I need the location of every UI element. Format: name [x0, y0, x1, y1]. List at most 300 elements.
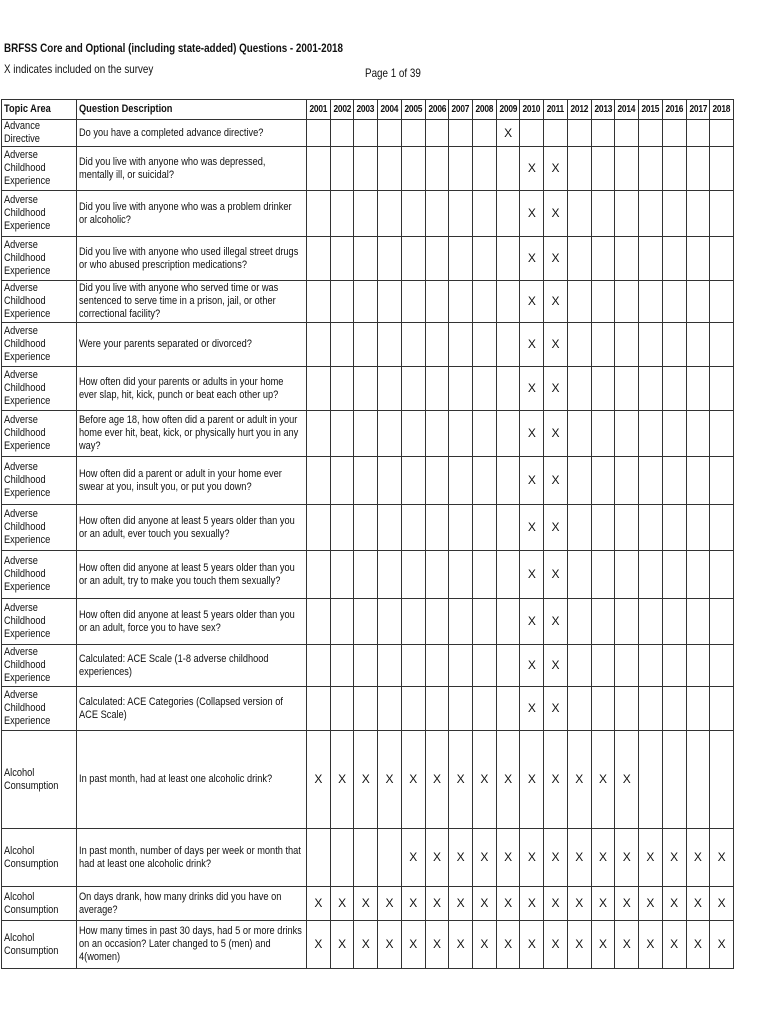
year-mark-cell: [496, 411, 520, 457]
year-mark-cell: [496, 687, 520, 731]
year-mark-cell: [307, 281, 331, 323]
year-mark-cell: [307, 367, 331, 411]
year-mark-cell: X: [330, 921, 354, 969]
year-mark-cell: [449, 281, 473, 323]
year-mark-cell: [354, 505, 378, 551]
year-mark-cell: [710, 457, 734, 505]
year-mark-cell: X: [615, 731, 639, 829]
year-mark-cell: [378, 829, 402, 887]
year-mark-cell: [710, 551, 734, 599]
year-mark-cell: [639, 281, 663, 323]
year-mark-cell: [378, 147, 402, 191]
year-mark-cell: X: [520, 505, 544, 551]
year-mark-cell: X: [449, 829, 473, 887]
year-mark-cell: [567, 120, 591, 147]
year-mark-cell: [567, 147, 591, 191]
column-header-topic: Topic Area: [2, 100, 77, 120]
year-mark-cell: X: [544, 645, 568, 687]
topic-cell: Alcohol Consumption: [2, 887, 77, 921]
table-row: [2, 147, 734, 191]
year-mark-cell: [710, 323, 734, 367]
year-mark-cell: [378, 645, 402, 687]
column-header-year: 2016: [662, 100, 686, 120]
year-mark-cell: X: [639, 829, 663, 887]
year-mark-cell: X: [639, 921, 663, 969]
year-mark-cell: [615, 191, 639, 237]
year-mark-cell: [307, 411, 331, 457]
year-mark-cell: X: [425, 829, 449, 887]
column-header-year: 2007: [449, 100, 473, 120]
year-mark-cell: [449, 551, 473, 599]
year-mark-cell: [401, 505, 425, 551]
column-header-year: 2015: [639, 100, 663, 120]
year-mark-cell: [330, 687, 354, 731]
column-header-year: 2004: [378, 100, 402, 120]
column-header-year: 2008: [473, 100, 497, 120]
year-mark-cell: [639, 237, 663, 281]
year-mark-cell: X: [520, 645, 544, 687]
question-cell: Did you live with anyone who was depressed, mentally ill, or suicidal?: [77, 147, 307, 191]
question-cell: How many times in past 30 days, had 5 or more drinks on an occasion? Later changed to 5 (men) and 4(women): [77, 921, 307, 969]
year-mark-cell: [615, 237, 639, 281]
year-mark-cell: [425, 367, 449, 411]
year-mark-cell: [686, 281, 710, 323]
table-row: [2, 191, 734, 237]
year-mark-cell: [378, 411, 402, 457]
year-mark-cell: [330, 645, 354, 687]
year-mark-cell: [639, 551, 663, 599]
year-mark-cell: [401, 191, 425, 237]
year-mark-cell: [401, 323, 425, 367]
page-indicator: Page 1 of 39: [365, 66, 421, 80]
year-mark-cell: X: [378, 921, 402, 969]
year-mark-cell: [425, 645, 449, 687]
year-mark-cell: [307, 645, 331, 687]
year-mark-cell: [662, 237, 686, 281]
year-mark-cell: [662, 599, 686, 645]
year-mark-cell: [496, 147, 520, 191]
year-mark-cell: X: [520, 731, 544, 829]
year-mark-cell: [449, 147, 473, 191]
year-mark-cell: X: [520, 887, 544, 921]
year-mark-cell: [330, 120, 354, 147]
year-mark-cell: X: [662, 921, 686, 969]
questions-table: [1, 99, 734, 969]
year-mark-cell: [330, 147, 354, 191]
year-mark-cell: [710, 237, 734, 281]
year-mark-cell: [378, 237, 402, 281]
year-mark-cell: [330, 829, 354, 887]
year-mark-cell: [401, 551, 425, 599]
year-mark-cell: [307, 599, 331, 645]
year-mark-cell: X: [496, 921, 520, 969]
year-mark-cell: [639, 457, 663, 505]
year-mark-cell: [378, 687, 402, 731]
table-row: [2, 367, 734, 411]
year-mark-cell: [591, 457, 615, 505]
year-mark-cell: [662, 147, 686, 191]
column-header-year: 2005: [401, 100, 425, 120]
year-mark-cell: X: [591, 921, 615, 969]
year-mark-cell: [639, 191, 663, 237]
year-mark-cell: [710, 687, 734, 731]
year-mark-cell: [710, 191, 734, 237]
year-mark-cell: [686, 731, 710, 829]
topic-cell: Adverse Childhood Experience: [2, 505, 77, 551]
document-title: BRFSS Core and Optional (including state-added) Questions - 2001-2018: [4, 41, 343, 55]
year-mark-cell: X: [520, 411, 544, 457]
table-row: [2, 551, 734, 599]
year-mark-cell: X: [544, 367, 568, 411]
year-mark-cell: [354, 367, 378, 411]
year-mark-cell: [710, 281, 734, 323]
year-mark-cell: [639, 731, 663, 829]
year-mark-cell: [567, 457, 591, 505]
year-mark-cell: [425, 191, 449, 237]
year-mark-cell: [425, 323, 449, 367]
year-mark-cell: [330, 281, 354, 323]
year-mark-cell: [686, 191, 710, 237]
year-mark-cell: [401, 367, 425, 411]
year-mark-cell: X: [710, 921, 734, 969]
year-mark-cell: X: [544, 551, 568, 599]
year-mark-cell: [591, 599, 615, 645]
year-mark-cell: X: [330, 731, 354, 829]
year-mark-cell: X: [378, 731, 402, 829]
year-mark-cell: X: [520, 191, 544, 237]
topic-cell: Alcohol Consumption: [2, 921, 77, 969]
year-mark-cell: [662, 120, 686, 147]
column-header-year: 2001: [307, 100, 331, 120]
topic-cell: Adverse Childhood Experience: [2, 551, 77, 599]
year-mark-cell: [567, 281, 591, 323]
year-mark-cell: X: [544, 687, 568, 731]
year-mark-cell: [591, 147, 615, 191]
year-mark-cell: X: [425, 887, 449, 921]
year-mark-cell: [662, 191, 686, 237]
column-header-year: 2003: [354, 100, 378, 120]
year-mark-cell: [591, 551, 615, 599]
table-row: [2, 411, 734, 457]
year-mark-cell: X: [449, 731, 473, 829]
topic-cell: Adverse Childhood Experience: [2, 323, 77, 367]
year-mark-cell: [307, 237, 331, 281]
year-mark-cell: [615, 411, 639, 457]
year-mark-cell: [567, 599, 591, 645]
question-cell: Do you have a completed advance directive?: [77, 120, 307, 147]
topic-cell: Adverse Childhood Experience: [2, 237, 77, 281]
question-cell: In past month, had at least one alcoholic drink?: [77, 731, 307, 829]
year-mark-cell: X: [354, 731, 378, 829]
year-mark-cell: X: [354, 921, 378, 969]
year-mark-cell: [710, 120, 734, 147]
year-mark-cell: [378, 281, 402, 323]
year-mark-cell: [615, 551, 639, 599]
year-mark-cell: X: [330, 887, 354, 921]
year-mark-cell: [354, 645, 378, 687]
year-mark-cell: [662, 645, 686, 687]
topic-cell: Adverse Childhood Experience: [2, 645, 77, 687]
table-row: [2, 687, 734, 731]
year-mark-cell: [710, 599, 734, 645]
year-mark-cell: [378, 599, 402, 645]
topic-cell: Adverse Childhood Experience: [2, 599, 77, 645]
year-mark-cell: X: [544, 237, 568, 281]
year-mark-cell: [567, 191, 591, 237]
year-mark-cell: [710, 367, 734, 411]
year-mark-cell: [496, 237, 520, 281]
year-mark-cell: X: [496, 829, 520, 887]
year-mark-cell: X: [520, 921, 544, 969]
column-header-year: 2011: [544, 100, 568, 120]
year-mark-cell: [307, 551, 331, 599]
year-mark-cell: [615, 505, 639, 551]
year-mark-cell: [615, 457, 639, 505]
question-cell: Did you live with anyone who served time or was sentenced to serve time in a prison, jail, or other correctional facility?: [77, 281, 307, 323]
year-mark-cell: [330, 411, 354, 457]
year-mark-cell: [425, 237, 449, 281]
year-mark-cell: X: [425, 921, 449, 969]
year-mark-cell: X: [544, 191, 568, 237]
year-mark-cell: [330, 323, 354, 367]
column-header-year: 2012: [567, 100, 591, 120]
year-mark-cell: X: [567, 887, 591, 921]
year-mark-cell: X: [401, 829, 425, 887]
year-mark-cell: X: [496, 120, 520, 147]
column-header-year: 2006: [425, 100, 449, 120]
table-row: [2, 505, 734, 551]
year-mark-cell: [401, 599, 425, 645]
year-mark-cell: [425, 505, 449, 551]
year-mark-cell: [449, 645, 473, 687]
year-mark-cell: [330, 551, 354, 599]
question-cell: Calculated: ACE Categories (Collapsed version of ACE Scale): [77, 687, 307, 731]
year-mark-cell: [615, 645, 639, 687]
column-header-year: 2010: [520, 100, 544, 120]
year-mark-cell: [615, 147, 639, 191]
year-mark-cell: X: [567, 921, 591, 969]
year-mark-cell: X: [544, 505, 568, 551]
table-row: [2, 921, 734, 969]
year-mark-cell: [615, 323, 639, 367]
year-mark-cell: [615, 281, 639, 323]
year-mark-cell: [378, 120, 402, 147]
year-mark-cell: [449, 120, 473, 147]
question-cell: How often did anyone at least 5 years older than you or an adult, force you to have sex?: [77, 599, 307, 645]
year-mark-cell: [710, 731, 734, 829]
year-mark-cell: X: [496, 731, 520, 829]
year-mark-cell: X: [686, 921, 710, 969]
table-row: [2, 599, 734, 645]
year-mark-cell: X: [520, 829, 544, 887]
column-header-year: 2013: [591, 100, 615, 120]
year-mark-cell: [330, 457, 354, 505]
table-header-row: [2, 100, 734, 120]
year-mark-cell: X: [615, 829, 639, 887]
year-mark-cell: [401, 281, 425, 323]
table-row: [2, 457, 734, 505]
year-mark-cell: [401, 120, 425, 147]
year-mark-cell: X: [425, 731, 449, 829]
year-mark-cell: X: [520, 147, 544, 191]
year-mark-cell: [473, 599, 497, 645]
year-mark-cell: [425, 411, 449, 457]
question-cell: Calculated: ACE Scale (1-8 adverse childhood experiences): [77, 645, 307, 687]
table-row: [2, 731, 734, 829]
year-mark-cell: X: [710, 829, 734, 887]
year-mark-cell: [639, 367, 663, 411]
year-mark-cell: [378, 505, 402, 551]
year-mark-cell: [686, 323, 710, 367]
year-mark-cell: [567, 687, 591, 731]
year-mark-cell: [330, 599, 354, 645]
year-mark-cell: X: [591, 829, 615, 887]
year-mark-cell: [710, 411, 734, 457]
year-mark-cell: [473, 147, 497, 191]
year-mark-cell: X: [567, 829, 591, 887]
year-mark-cell: [449, 457, 473, 505]
year-mark-cell: [496, 281, 520, 323]
year-mark-cell: X: [401, 887, 425, 921]
year-mark-cell: X: [401, 731, 425, 829]
year-mark-cell: [473, 687, 497, 731]
year-mark-cell: X: [544, 411, 568, 457]
year-mark-cell: [449, 505, 473, 551]
year-mark-cell: [615, 687, 639, 731]
year-mark-cell: [449, 237, 473, 281]
year-mark-cell: X: [520, 551, 544, 599]
year-mark-cell: [567, 505, 591, 551]
year-mark-cell: [425, 599, 449, 645]
year-mark-cell: [354, 281, 378, 323]
year-mark-cell: [567, 237, 591, 281]
year-mark-cell: [307, 505, 331, 551]
column-header-year: 2014: [615, 100, 639, 120]
year-mark-cell: [615, 120, 639, 147]
year-mark-cell: [496, 599, 520, 645]
year-mark-cell: [401, 411, 425, 457]
column-header-year: 2017: [686, 100, 710, 120]
year-mark-cell: X: [473, 921, 497, 969]
topic-cell: Adverse Childhood Experience: [2, 147, 77, 191]
topic-cell: Adverse Childhood Experience: [2, 687, 77, 731]
year-mark-cell: [662, 323, 686, 367]
year-mark-cell: X: [544, 731, 568, 829]
year-mark-cell: X: [354, 887, 378, 921]
year-mark-cell: X: [307, 921, 331, 969]
year-mark-cell: [591, 687, 615, 731]
column-header-year: 2009: [496, 100, 520, 120]
year-mark-cell: [591, 367, 615, 411]
year-mark-cell: [686, 687, 710, 731]
document-subtitle: X indicates included on the survey: [4, 62, 154, 76]
year-mark-cell: [330, 191, 354, 237]
year-mark-cell: [686, 645, 710, 687]
year-mark-cell: [591, 191, 615, 237]
year-mark-cell: [591, 411, 615, 457]
column-header-year: 2002: [330, 100, 354, 120]
year-mark-cell: X: [378, 887, 402, 921]
year-mark-cell: X: [662, 829, 686, 887]
year-mark-cell: [662, 281, 686, 323]
year-mark-cell: [496, 457, 520, 505]
year-mark-cell: X: [591, 731, 615, 829]
year-mark-cell: [449, 367, 473, 411]
year-mark-cell: X: [686, 887, 710, 921]
column-header-question: Question Description: [77, 100, 307, 120]
year-mark-cell: [378, 457, 402, 505]
year-mark-cell: [473, 505, 497, 551]
table-row: [2, 645, 734, 687]
year-mark-cell: [591, 323, 615, 367]
year-mark-cell: [686, 120, 710, 147]
year-mark-cell: [686, 457, 710, 505]
year-mark-cell: [686, 147, 710, 191]
table-row: [2, 887, 734, 921]
year-mark-cell: [473, 367, 497, 411]
year-mark-cell: X: [449, 921, 473, 969]
year-mark-cell: [496, 551, 520, 599]
year-mark-cell: [378, 551, 402, 599]
topic-cell: Alcohol Consumption: [2, 829, 77, 887]
question-cell: On days drank, how many drinks did you have on average?: [77, 887, 307, 921]
year-mark-cell: [330, 237, 354, 281]
year-mark-cell: [425, 457, 449, 505]
year-mark-cell: [567, 323, 591, 367]
year-mark-cell: [473, 551, 497, 599]
year-mark-cell: X: [473, 731, 497, 829]
question-cell: How often did anyone at least 5 years older than you or an adult, ever touch you sexually?: [77, 505, 307, 551]
year-mark-cell: [473, 457, 497, 505]
year-mark-cell: [639, 645, 663, 687]
year-mark-cell: [520, 120, 544, 147]
year-mark-cell: [639, 687, 663, 731]
year-mark-cell: [449, 687, 473, 731]
year-mark-cell: X: [615, 887, 639, 921]
year-mark-cell: [710, 147, 734, 191]
year-mark-cell: [354, 829, 378, 887]
year-mark-cell: X: [473, 829, 497, 887]
question-cell: Were your parents separated or divorced?: [77, 323, 307, 367]
year-mark-cell: [473, 120, 497, 147]
year-mark-cell: [639, 411, 663, 457]
year-mark-cell: [639, 599, 663, 645]
year-mark-cell: [662, 505, 686, 551]
year-mark-cell: X: [544, 829, 568, 887]
year-mark-cell: X: [520, 323, 544, 367]
year-mark-cell: X: [544, 599, 568, 645]
table-row: [2, 323, 734, 367]
year-mark-cell: [686, 411, 710, 457]
year-mark-cell: [449, 599, 473, 645]
year-mark-cell: [354, 147, 378, 191]
year-mark-cell: [425, 687, 449, 731]
year-mark-cell: X: [662, 887, 686, 921]
year-mark-cell: X: [520, 687, 544, 731]
year-mark-cell: X: [686, 829, 710, 887]
year-mark-cell: [615, 367, 639, 411]
year-mark-cell: [449, 323, 473, 367]
column-header-year: 2018: [710, 100, 734, 120]
topic-cell: Advance Directive: [2, 120, 77, 147]
year-mark-cell: X: [639, 887, 663, 921]
table-row: [2, 237, 734, 281]
year-mark-cell: [307, 147, 331, 191]
year-mark-cell: X: [544, 887, 568, 921]
year-mark-cell: [662, 457, 686, 505]
year-mark-cell: [710, 645, 734, 687]
year-mark-cell: X: [544, 457, 568, 505]
